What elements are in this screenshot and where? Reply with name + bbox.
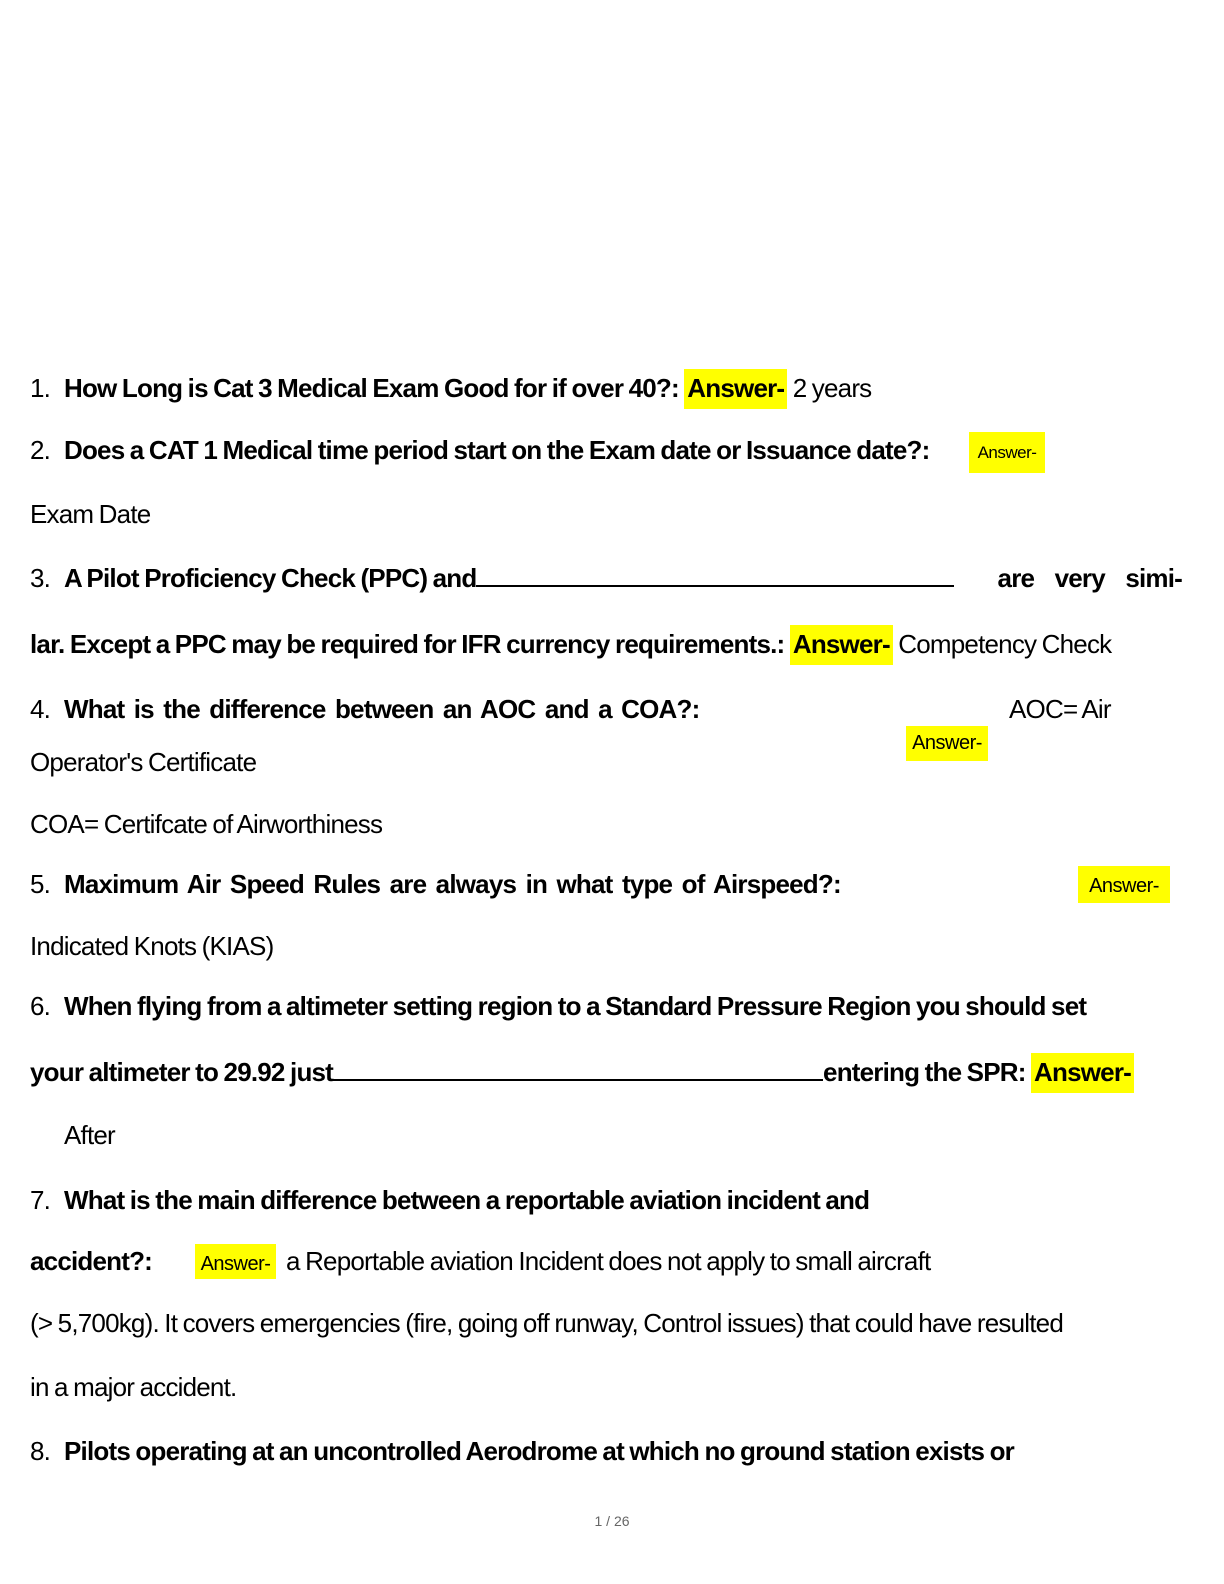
answer-text: 2 years: [792, 373, 872, 403]
answer-text: (> 5,700kg). It covers emergencies (fire, going off runway, Control issues) that could have resulted: [30, 1308, 1063, 1338]
question-text: are very simi-: [997, 563, 1182, 593]
question-3-line-2: [30, 627, 1111, 661]
question-number: 5.: [30, 869, 51, 899]
fill-in-blank: [476, 565, 954, 587]
question-text: Pilots operating at an uncontrolled Aerodrome at which no ground station exists or: [64, 1436, 1014, 1466]
question-number: 8.: [30, 1436, 51, 1466]
answer-text: Competency Check: [898, 629, 1112, 659]
question-text: lar. Except a PPC may be required for IFR currency requirements.:: [30, 629, 785, 659]
answer-label: Answer-: [684, 369, 787, 409]
answer-label: Answer-: [969, 432, 1045, 473]
question-5: [30, 867, 841, 901]
answer-text: Operator's Certificate: [30, 747, 257, 777]
question-text: How Long is Cat 3 Medical Exam Good for if over 40?:: [64, 373, 679, 403]
answer-label: Answer-: [790, 625, 893, 665]
answer-text: Indicated Knots (KIAS): [30, 931, 274, 961]
question-number: 7.: [30, 1185, 51, 1215]
question-3-line-1: [30, 561, 1182, 595]
question-number: 3.: [30, 563, 51, 593]
answer-text: COA= Certifcate of Airworthiness: [30, 809, 383, 839]
question-text: entering the SPR:: [823, 1057, 1026, 1087]
question-text: What is the main difference between a reportable aviation incident and: [64, 1185, 870, 1215]
question-8: [30, 1434, 1014, 1468]
question-text: Maximum Air Speed Rules are always in what type of Airspeed?:: [64, 869, 841, 899]
question-1: [30, 371, 871, 405]
question-text: A Pilot Proficiency Check (PPC) and: [64, 563, 477, 593]
fill-in-blank: [333, 1059, 823, 1081]
question-number: 2.: [30, 435, 51, 465]
question-4: [30, 692, 699, 726]
question-6-line-2: [30, 1055, 1134, 1089]
question-number: 6.: [30, 991, 51, 1021]
answer-label: Answer-: [1078, 866, 1170, 903]
question-6-line-1: [30, 989, 1086, 1023]
question-text: accident?:: [30, 1246, 153, 1276]
answer-text: in a major accident.: [30, 1372, 237, 1402]
answer-text: a Reportable aviation Incident does not apply to small aircraft: [286, 1246, 931, 1276]
page-number: 1 / 26: [594, 1513, 630, 1529]
question-text: Does a CAT 1 Medical time period start on the Exam date or Issuance date?:: [64, 435, 930, 465]
question-text: your altimeter to 29.92 just: [30, 1057, 334, 1087]
answer-text: Exam Date: [30, 499, 151, 529]
answer-label: Answer-: [1031, 1053, 1134, 1093]
question-text: When flying from a altimeter setting region to a Standard Pressure Region you should set: [64, 991, 1087, 1021]
question-7-line-1: [30, 1183, 869, 1217]
answer-label: Answer-: [195, 1244, 276, 1279]
answer-text: AOC= Air: [1009, 694, 1111, 724]
answer-label: Answer-: [906, 726, 988, 761]
question-number: 4.: [30, 694, 51, 724]
answer-text: After: [64, 1120, 115, 1150]
question-number: 1.: [30, 373, 51, 403]
question-2: [30, 433, 929, 467]
question-text: What is the difference between an AOC and a COA?:: [64, 694, 700, 724]
